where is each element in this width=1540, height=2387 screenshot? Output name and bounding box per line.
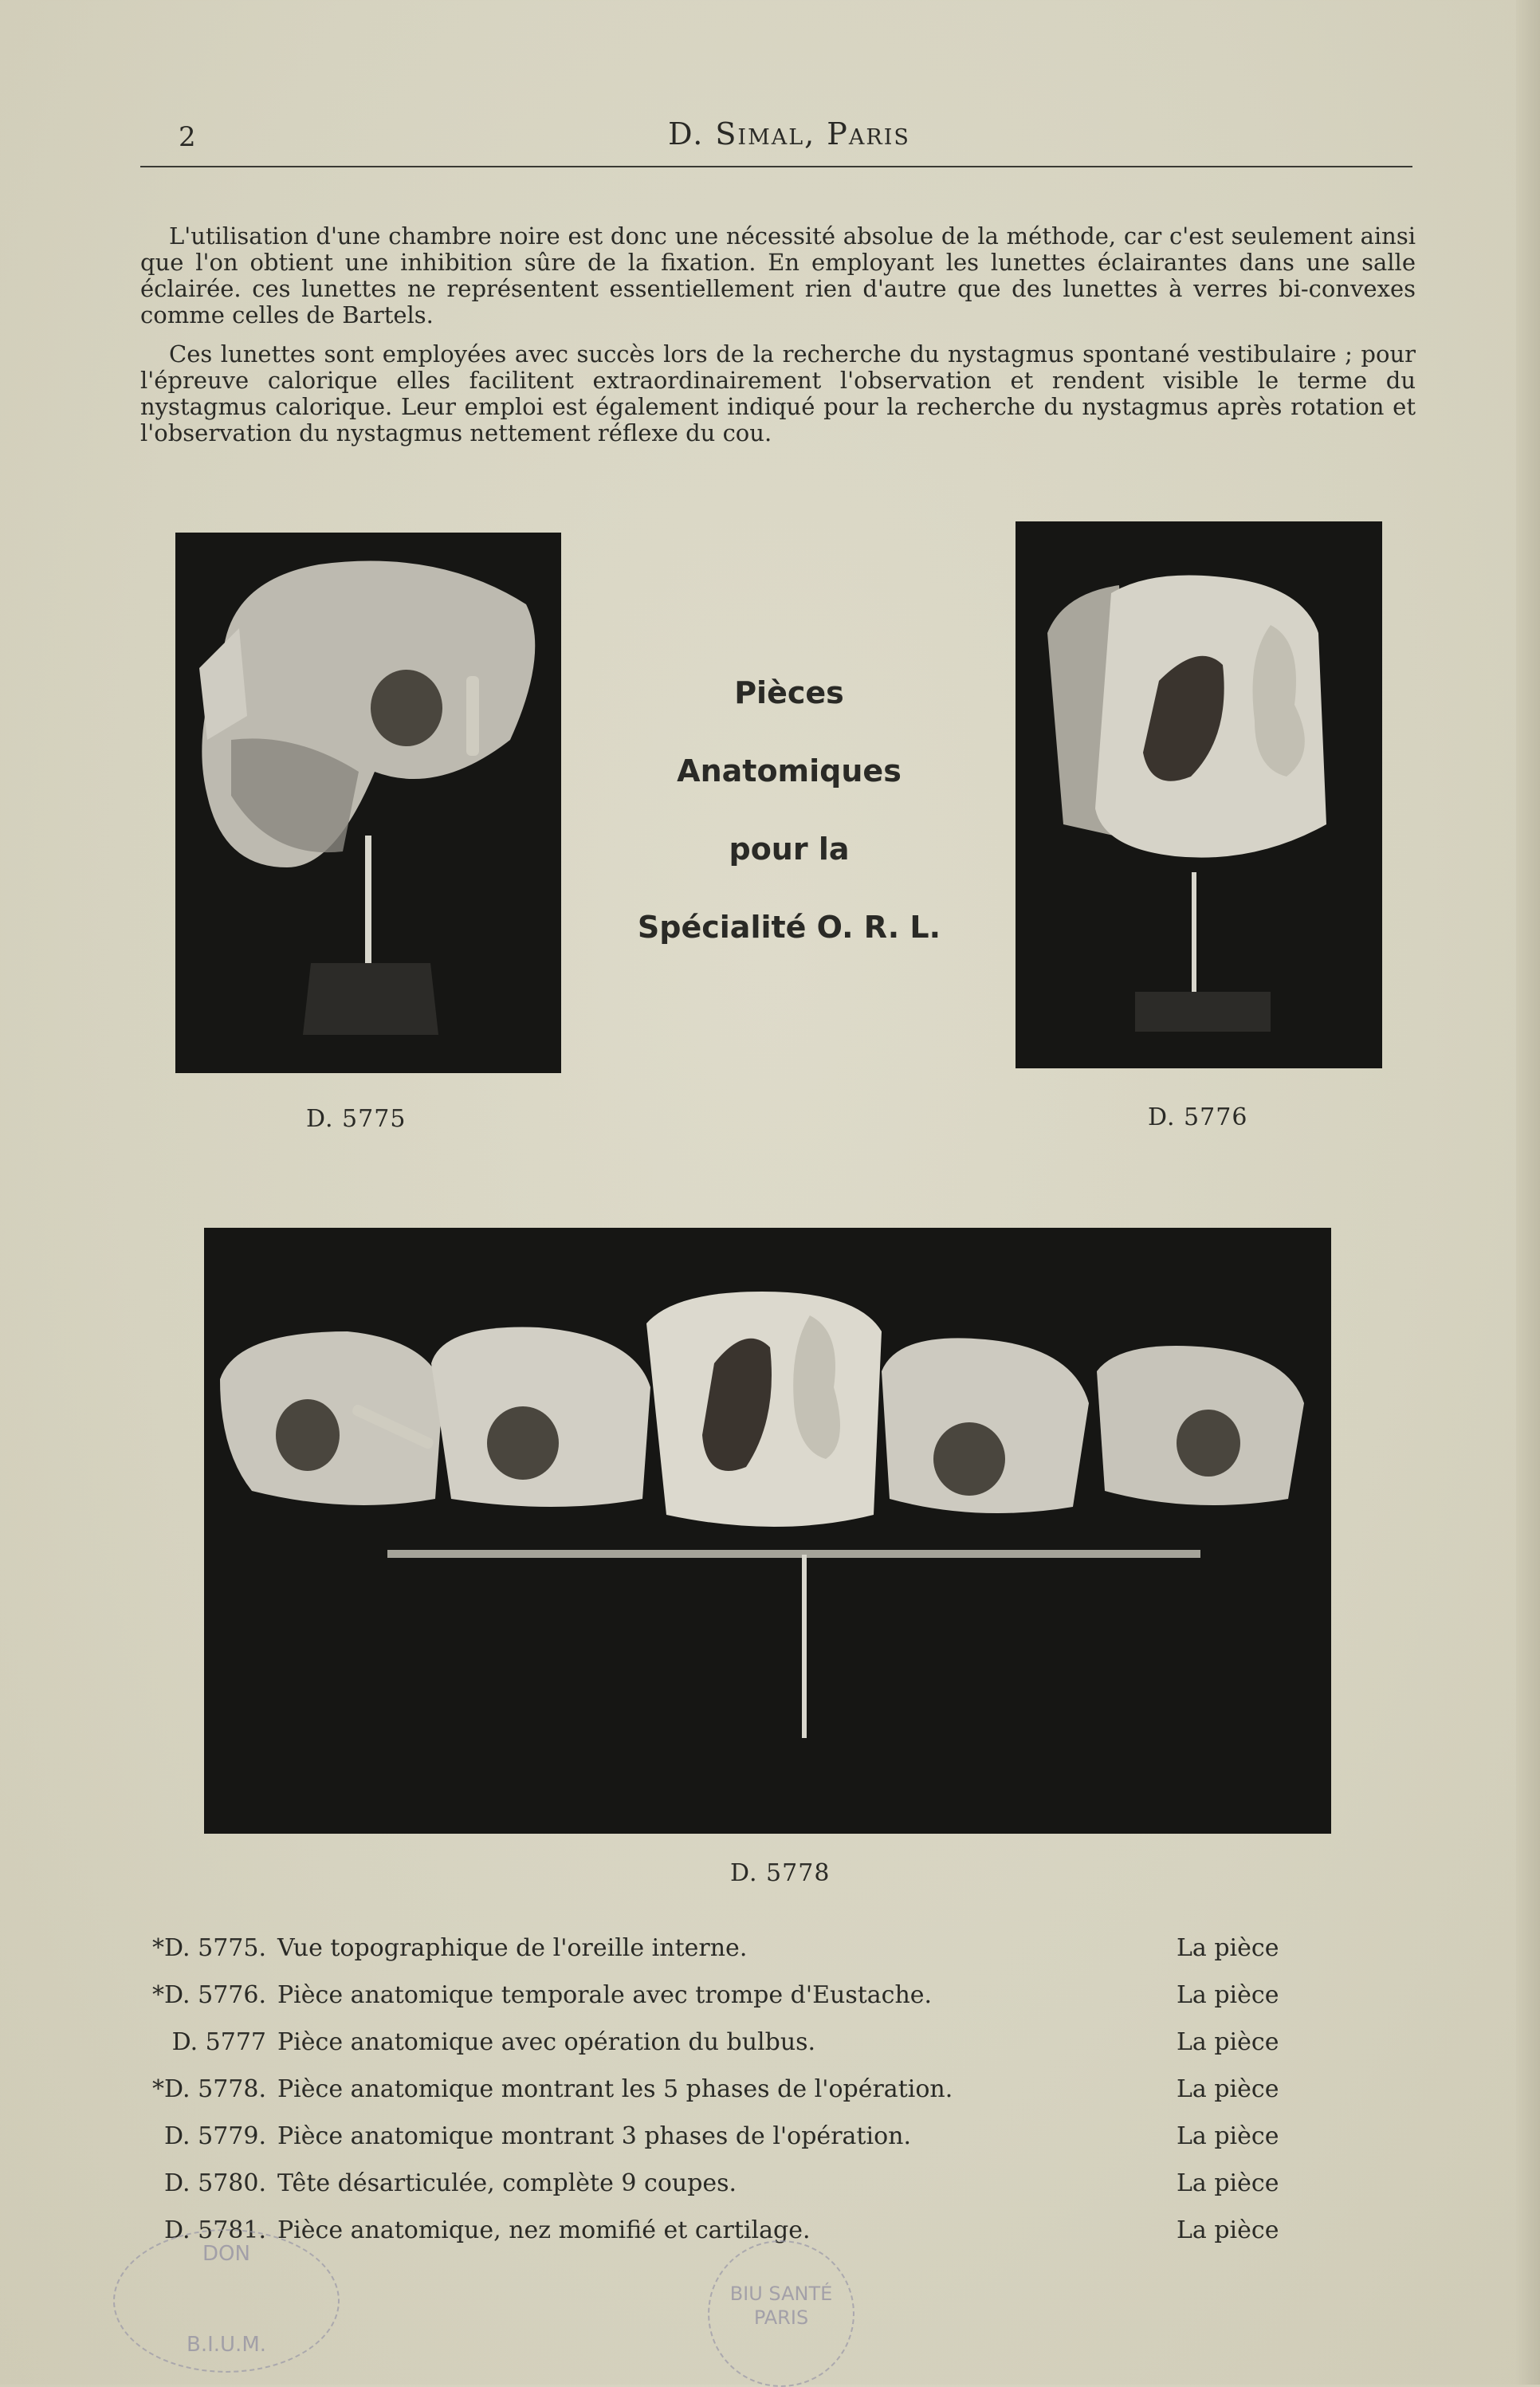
library-stamp-biu xyxy=(708,2240,854,2387)
photo-skull-section xyxy=(175,533,561,1073)
page-number: 2 xyxy=(179,121,196,153)
item-code: D. 5780. xyxy=(164,2169,266,2197)
section-title-line-3: pour la xyxy=(729,832,850,867)
caption-photo-a: D. 5775 xyxy=(306,1105,407,1133)
header-rule xyxy=(140,166,1412,167)
section-title-line-1: Pièces xyxy=(734,675,844,710)
item-description: Vue topographique de l'oreille interne. xyxy=(277,1934,748,1962)
item-code: D. 5777 xyxy=(171,2028,266,2056)
item-code: *D. 5776. xyxy=(152,1981,266,2009)
list-item xyxy=(140,2160,1304,2207)
photo-temporal-piece xyxy=(1016,521,1382,1068)
catalog-item-list xyxy=(140,1925,1304,2254)
list-item xyxy=(140,1925,1304,1972)
item-code: *D. 5778. xyxy=(152,2075,266,2103)
caption-photo-b: D. 5776 xyxy=(1148,1103,1248,1131)
item-description: Pièce anatomique, nez momifié et cartilage. xyxy=(277,2216,811,2244)
photo-five-phases xyxy=(204,1228,1331,1834)
library-stamp-don xyxy=(113,2229,340,2373)
item-price-unit: La pièce xyxy=(1177,2122,1279,2150)
item-price-unit: La pièce xyxy=(1177,2169,1279,2197)
paragraph-1: L'utilisation d'une chambre noire est donc une nécessité absolue de la méthode, car c'est seulement ainsi que l'on obtient une inhibition sûre de la fixation. En employant les lunettes éclairantes dans une salle éclairée. ces lunettes ne représentent essentiellement rien d'autre que des lunettes à verres bi-convexes comme celles de Bartels. xyxy=(140,222,1416,328)
section-title xyxy=(622,654,957,966)
item-description: Pièce anatomique temporale avec trompe d'Eustache. xyxy=(277,1981,933,2009)
section-title-line-2: Anatomiques xyxy=(677,753,902,788)
item-price-unit: La pièce xyxy=(1177,2075,1279,2103)
item-price-unit: La pièce xyxy=(1177,2028,1279,2056)
running-header: D. Simal, Paris xyxy=(668,116,910,151)
item-price-unit: La pièce xyxy=(1177,1981,1279,2009)
list-item xyxy=(140,2113,1304,2160)
item-description: Pièce anatomique montrant les 5 phases de l'opération. xyxy=(277,2075,953,2103)
item-code: *D. 5775. xyxy=(152,1934,266,1962)
item-description: Pièce anatomique montrant 3 phases de l'opération. xyxy=(277,2122,911,2150)
item-price-unit: La pièce xyxy=(1177,2216,1279,2244)
list-item xyxy=(140,1972,1304,2019)
stamp-text-bottom: B.I.U.M. xyxy=(186,2333,267,2357)
caption-photo-c: D. 5778 xyxy=(730,1859,831,1887)
item-description: Pièce anatomique avec opération du bulbus. xyxy=(277,2028,816,2056)
item-description: Tête désarticulée, complète 9 coupes. xyxy=(277,2169,737,2197)
paragraph-2: Ces lunettes sont employées avec succès lors de la recherche du nystagmus spontané vestibulaire ; pour l'épreuve calorique elles facilitent extraordinairement l'observation et rendent visible le terme du nystagmus calorique. Leur emploi est également indiqué pour la recherche du nystagmus après rotation et l'observation du nystagmus nettement réflexe du cou. xyxy=(140,340,1416,446)
item-code: D. 5779. xyxy=(164,2122,266,2150)
item-price-unit: La pièce xyxy=(1177,1934,1279,1962)
item-code: D. 5781. xyxy=(164,2216,266,2244)
list-item xyxy=(140,2019,1304,2066)
stamp-text-top: DON xyxy=(202,2242,250,2266)
list-item xyxy=(140,2066,1304,2113)
section-title-line-4: Spécialité O. R. L. xyxy=(637,910,941,945)
page-edge xyxy=(1516,0,1540,2385)
stamp-text: BIU SANTÉ PARIS xyxy=(729,2283,833,2329)
